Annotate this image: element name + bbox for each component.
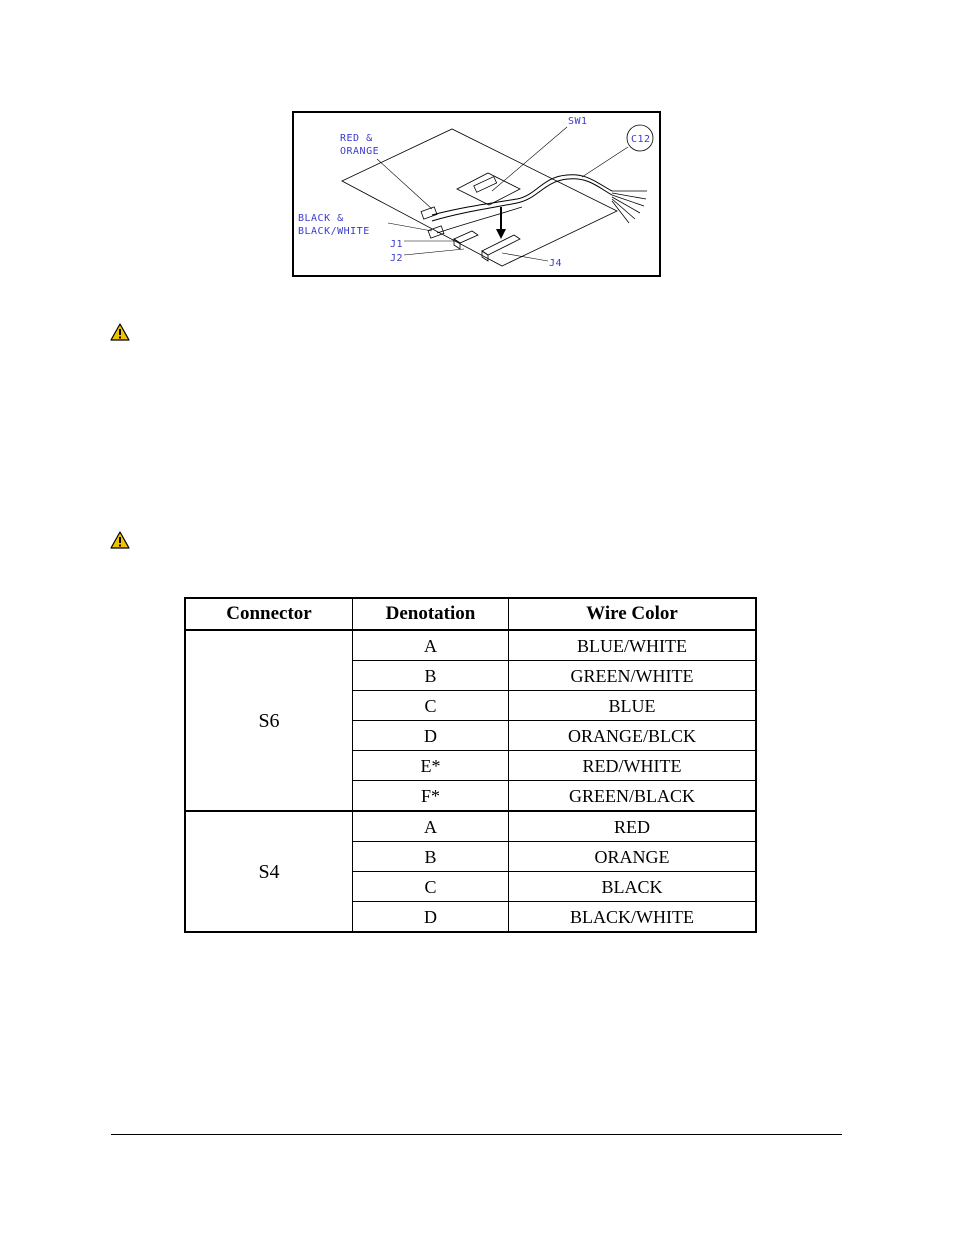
table-header-row bbox=[185, 598, 756, 630]
header-denotation: Denotation bbox=[353, 598, 509, 630]
label-c12: C12 bbox=[631, 134, 651, 145]
table-row bbox=[185, 811, 756, 842]
label-j4: J4 bbox=[549, 258, 563, 269]
header-wire-color: Wire Color bbox=[509, 598, 757, 630]
connector-cell: S4 bbox=[185, 811, 353, 932]
wiring-diagram-svg bbox=[292, 111, 661, 277]
wire-color-table bbox=[184, 597, 757, 933]
denotation-cell: C bbox=[353, 872, 509, 902]
wire-color-cell: BLACK bbox=[509, 872, 757, 902]
wire-color-cell: ORANGE/BLCK bbox=[509, 721, 757, 751]
table-row bbox=[185, 630, 756, 661]
denotation-cell: C bbox=[353, 691, 509, 721]
wire-color-cell: GREEN/BLACK bbox=[509, 781, 757, 812]
denotation-cell: B bbox=[353, 661, 509, 691]
wire-color-cell: ORANGE bbox=[509, 842, 757, 872]
wire-color-cell: BLACK/WHITE bbox=[509, 902, 757, 933]
header-connector: Connector bbox=[185, 598, 353, 630]
wire-color-cell: BLUE/WHITE bbox=[509, 630, 757, 661]
denotation-cell: A bbox=[353, 811, 509, 842]
label-red-orange-2: ORANGE bbox=[340, 146, 380, 157]
label-j1: J1 bbox=[390, 239, 404, 250]
label-black-white-1: BLACK & bbox=[298, 213, 344, 224]
denotation-cell: A bbox=[353, 630, 509, 661]
wire-color-cell: RED/WHITE bbox=[509, 751, 757, 781]
label-black-white-2: BLACK/WHITE bbox=[298, 226, 370, 237]
wiring-diagram bbox=[292, 111, 661, 277]
denotation-cell: D bbox=[353, 721, 509, 751]
warning-triangle-icon bbox=[110, 531, 130, 549]
wire-color-cell: GREEN/WHITE bbox=[509, 661, 757, 691]
connector-cell: S6 bbox=[185, 630, 353, 811]
label-red-orange-1: RED & bbox=[340, 133, 373, 144]
warning-triangle-icon bbox=[110, 323, 130, 341]
label-j2: J2 bbox=[390, 253, 404, 264]
footer-divider bbox=[111, 1134, 842, 1135]
label-sw1: SW1 bbox=[568, 116, 588, 127]
denotation-cell: E* bbox=[353, 751, 509, 781]
wire-color-cell: RED bbox=[509, 811, 757, 842]
denotation-cell: D bbox=[353, 902, 509, 933]
denotation-cell: B bbox=[353, 842, 509, 872]
denotation-cell: F* bbox=[353, 781, 509, 812]
wire-color-cell: BLUE bbox=[509, 691, 757, 721]
